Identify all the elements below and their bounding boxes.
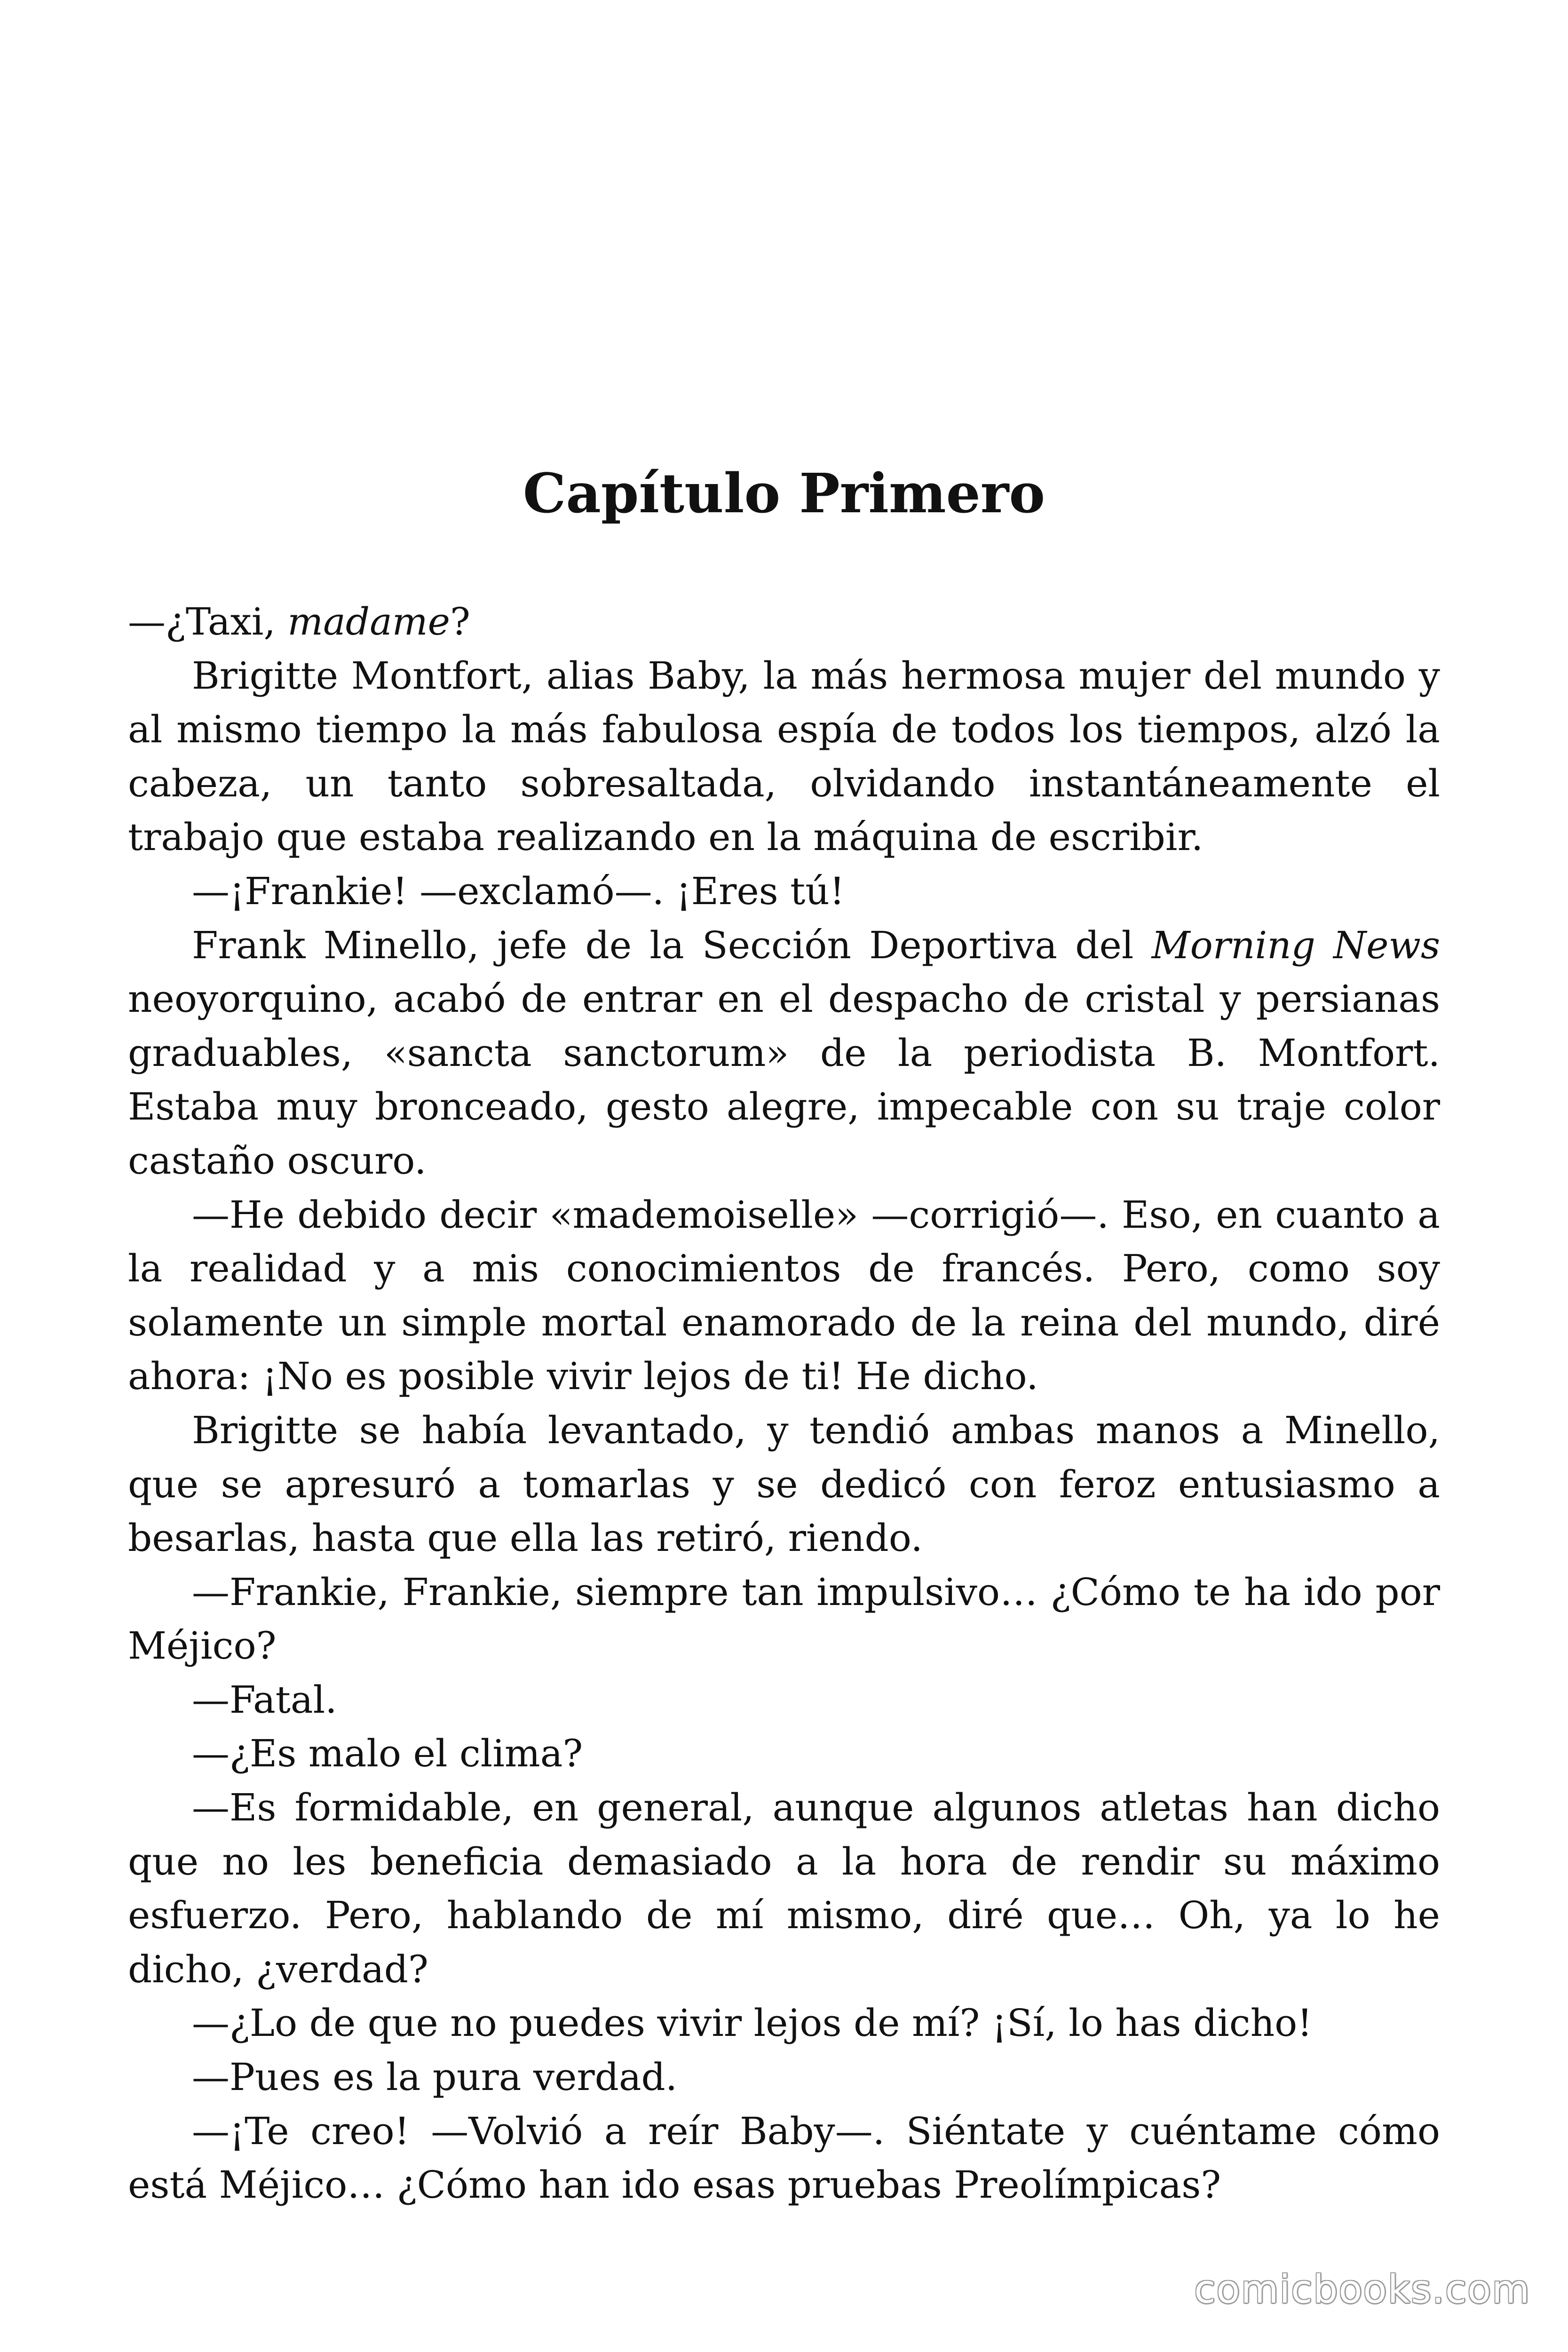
paragraph xyxy=(128,1188,1440,1404)
paragraph xyxy=(128,1565,1440,1673)
paragraph xyxy=(128,649,1440,865)
book-page xyxy=(128,0,1440,2352)
paragraph-text: —Pues es la pura verdad. xyxy=(192,2055,678,2099)
paragraph xyxy=(128,2105,1440,2212)
italic-text: madame xyxy=(287,600,450,644)
paragraph-text: —Es formidable, en general, aunque algunos atletas han dicho que no les beneficia demasiado a la hora de rendir su máximo esfuerzo. Pero, hablando de mí mismo, diré que… Oh, ya lo he dicho, ¿verdad? xyxy=(128,1786,1440,1991)
paragraph-text: —Frankie, Frankie, siempre tan impulsivo… ¿Cómo te ha ido por Méjico? xyxy=(128,1570,1440,1668)
paragraph-text: —He debido decir «mademoiselle» —corrigió—. Eso, en cuanto a la realidad y a mis conocimientos de francés. Pero, como soy solamente un simple mortal enamorado de la reina del mundo, diré ahora: ¡No es posible vivir lejos de ti! He dicho. xyxy=(128,1192,1440,1398)
paragraph xyxy=(128,1996,1440,2050)
paragraph xyxy=(128,919,1440,1188)
paragraph-text: —¡Te creo! —Volvió a reír Baby—. Siéntate y cuéntame cómo está Méjico… ¿Cómo han ido esas pruebas Preolímpicas? xyxy=(128,2109,1440,2207)
paragraph xyxy=(128,865,1440,919)
paragraph xyxy=(128,1404,1440,1565)
paragraph-text: —¡Frankie! —exclamó—. ¡Eres tú! xyxy=(192,869,845,913)
italic-text: Morning News xyxy=(1151,923,1440,967)
paragraph-text: —¿Es malo el clima? xyxy=(192,1732,583,1776)
chapter-title: Capítulo Primero xyxy=(523,462,1045,525)
paragraph xyxy=(128,1727,1440,1781)
paragraph-text: Brigitte se había levantado, y tendió ambas manos a Minello, que se apresuró a tomarlas y se dedicó con feroz entusiasmo a besarlas, hasta que ella las retiró, riendo. xyxy=(128,1408,1440,1560)
paragraph-text: —¿Lo de que no puedes vivir lejos de mí? ¡Sí, lo has dicho! xyxy=(192,2001,1313,2045)
watermark: comicbooks.com xyxy=(1194,2267,1530,2312)
paragraph-text: ? xyxy=(450,600,470,644)
paragraph-text: —¿Taxi, xyxy=(128,600,288,644)
paragraph-text: —Fatal. xyxy=(192,1677,337,1722)
paragraph-text: neoyorquino, acabó de entrar en el despacho de cristal y persianas graduables, «sancta sanctorum» de la periodista B. Montfort. Estaba muy bronceado, gesto alegre, impecable con su traje color castaño oscuro. xyxy=(128,977,1440,1183)
chapter-text xyxy=(128,595,1440,2212)
paragraph-text: Frank Minello, jefe de la Sección Deportiva del xyxy=(192,923,1152,967)
paragraph xyxy=(128,1781,1440,1996)
paragraph xyxy=(128,595,1440,649)
paragraph xyxy=(128,1673,1440,1727)
paragraph xyxy=(128,2050,1440,2105)
paragraph-text: Brigitte Montfort, alias Baby, la más hermosa mujer del mundo y al mismo tiempo la más fabulosa espía de todos los tiempos, alzó la cabeza, un tanto sobresaltada, olvidando instantáneamente el trabajo que estaba realizando en la máquina de escribir. xyxy=(128,653,1440,859)
